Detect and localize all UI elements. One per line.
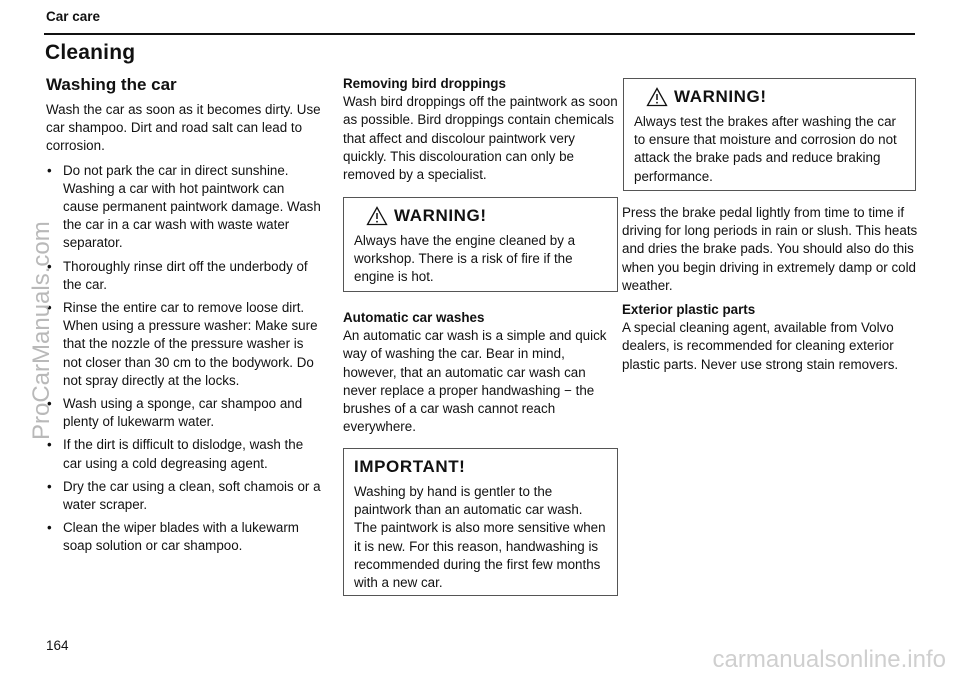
- automatic-wash-heading: Automatic car washes: [343, 310, 485, 325]
- watermark-left: ProCarManuals.com: [28, 221, 55, 440]
- warning-title: WARNING!: [674, 87, 767, 106]
- warning-title: WARNING!: [394, 206, 487, 225]
- list-item: • Thoroughly rinse dirt off the underbody of the car.: [46, 258, 321, 294]
- plastic-parts-text: A special cleaning agent, available from Volvo dealers, is recommended for cleaning exterior plastic parts. Never use strong stain removers.: [622, 320, 899, 372]
- plastic-parts-heading: Exterior plastic parts: [622, 302, 756, 318]
- warning-text: Always test the brakes after washing the car to ensure that moisture and corrosion do not attack the brake pads and reduce braking performance.: [634, 114, 897, 184]
- page-number: 164: [46, 638, 69, 653]
- page-title: Cleaning: [45, 41, 136, 64]
- automatic-wash-section: [343, 309, 621, 436]
- section-label: Car care: [46, 9, 101, 24]
- header-rule: [44, 33, 915, 35]
- important-text: Washing by hand is gentler to the paintwork than an automatic car wash. The paintwork is also more sensitive when it is new. For this reason, handwashing is recommended during the first few months with a new car.: [354, 484, 606, 591]
- list-item: • Dry the car using a clean, soft chamois or a water scraper.: [46, 478, 321, 514]
- warning-box-engine: [343, 197, 618, 292]
- automatic-wash-text: An automatic car wash is a simple and quick way of washing the car. Bear in mind, however, that an automatic car wash can never replace a proper handwashing − the brushes of a car wash cannot reach everywhere.: [343, 328, 607, 435]
- washing-bullet-list: [46, 162, 321, 556]
- washing-intro: Wash the car as soon as it becomes dirty. Use car shampoo. Dirt and road salt can lead to corrosion.: [46, 102, 321, 154]
- list-item: • Do not park the car in direct sunshine. Washing a car with hot paintwork can cause permanent paintwork damage. Wash the car in a car wash with waste water separator.: [46, 162, 321, 253]
- bird-droppings-text: Wash bird droppings off the paintwork as soon as possible. Bird droppings contain chemicals that affect and discolour paintwork very quickly. This discolouration can only be removed by a specialist.: [343, 94, 618, 183]
- warning-triangle-icon: [646, 87, 668, 107]
- brake-section: [622, 204, 918, 374]
- bird-droppings-heading: Removing bird droppings: [343, 76, 506, 91]
- list-item: • Clean the wiper blades with a lukewarm soap solution or car shampoo.: [46, 519, 321, 555]
- warning-text: Always have the engine cleaned by a workshop. There is a risk of fire if the engine is hot.: [354, 233, 576, 285]
- list-item: • Wash using a sponge, car shampoo and plenty of lukewarm water.: [46, 395, 321, 431]
- brake-text: Press the brake pedal lightly from time to time if driving for long periods in rain or slush. This heats and dries the brake pads. You should also do this when you begin driving in extremely damp or cold weather.: [622, 205, 918, 293]
- column-bird-droppings: [343, 75, 619, 184]
- important-box: [343, 448, 618, 596]
- important-title: IMPORTANT!: [354, 457, 466, 476]
- warning-triangle-icon: [366, 206, 388, 226]
- list-item: • If the dirt is difficult to dislodge, wash the car using a cold degreasing agent.: [46, 436, 321, 472]
- washing-heading: Washing the car: [46, 75, 177, 94]
- warning-box-brakes: [623, 78, 916, 191]
- list-item: • Rinse the entire car to remove loose dirt. When using a pressure washer: Make sure that the nozzle of the pressure washer is not closer than 30 cm to the bodywork. Do not spray directly at the locks.: [46, 299, 321, 390]
- column-washing: [46, 75, 321, 561]
- watermark-bottom: carmanualsonline.info: [712, 646, 946, 673]
